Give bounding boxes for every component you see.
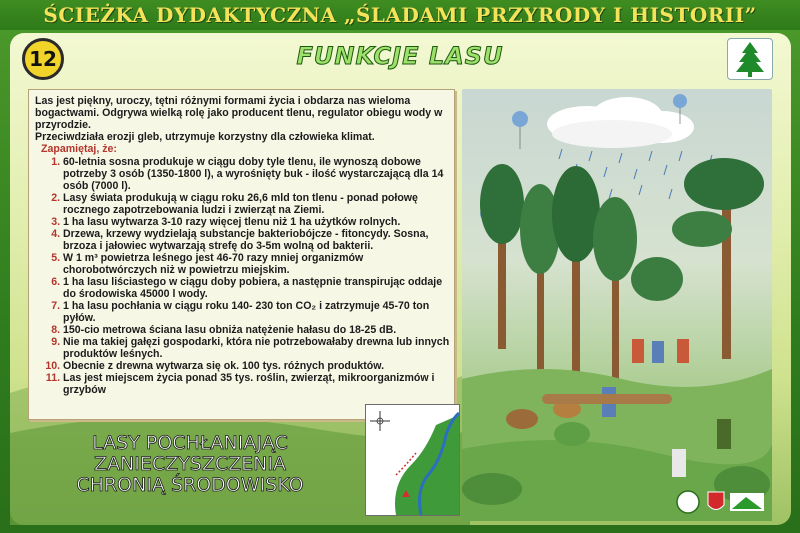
fact-item: 7. 1 ha lasu pochłania w ciągu roku 140- 230 ton CO₂ i zatrzymuje 45-70 ton pyłów. [63, 300, 450, 324]
forestry-logo-icon [677, 491, 699, 513]
info-text [35, 95, 450, 396]
trail-map [365, 404, 460, 516]
fact-item: 4. Drzewa, krzewy wydzielają substancje bakteriobójcze - fitoncydy. Sosna, brzoza i jałowiec wytwarzają strefę do 3-5m wolną od bakterii. [63, 228, 450, 252]
rain-cloud [547, 97, 694, 148]
slogan-line-2: ZANIECZYSZCZENIA [94, 453, 286, 475]
header-bar [0, 0, 800, 30]
slogan [30, 433, 350, 496]
forest-illustration [462, 89, 772, 521]
fact-item: 3. 1 ha lasu wytwarza 3-10 razy więcej tlenu niż 1 ha użytków rolnych. [63, 216, 450, 228]
facts-list [35, 156, 450, 396]
sponsor-logos [674, 489, 768, 515]
balloon [673, 94, 687, 108]
remember-heading: Zapamiętaj, że: [41, 143, 117, 155]
intro-paragraph-2: Przeciwdziała erozji gleb, utrzymuje korzystny dla człowieka klimat. [35, 131, 375, 143]
intro-paragraph-1: Las jest piękny, uroczy, tętni różnymi formami życia i obdarza nas wieloma bogactwami. Odgrywa wielką rolę jako producent tlenu, regulator obiegu wody w przyrodzie. [35, 95, 443, 131]
fact-item: 1. 60-letnia sosna produkuje w ciągu doby tyle tlenu, ile wynoszą dobowe potrzeby 3 osób (1350-1800 l), a wyrośnięty buk - ilość wystarczającą dla 14 osób (7000 l). [63, 156, 450, 192]
spruce-tree-icon [727, 38, 773, 80]
info-text-box [28, 89, 455, 420]
compass-rose-icon [370, 411, 390, 431]
fact-item: 11. Las jest miejscem życia ponad 35 tys. roślin, zwierząt, mikroorganizmów i grzybów [63, 372, 450, 396]
fact-item: 9. Nie ma takiej gałęzi gospodarki, która nie potrzebowałaby drewna lub innych produktów leśnych. [63, 336, 450, 360]
balloon [512, 111, 528, 127]
bush [554, 422, 590, 446]
board-number-badge: 12 [22, 38, 64, 80]
fact-item: 10. Obecnie z drewna wytwarza się ok. 100 tys. różnych produktów. [63, 360, 450, 372]
fact-item: 2. Lasy świata produkują w ciągu roku 26,6 mld ton tlenu - ponad połowę rocznego zapotrzebowania ludzi i zwierząt na Ziemi. [63, 192, 450, 216]
trail-title: ŚCIEŻKA DYDAKTYCZNA „ŚLADAMI PRZYRODY I HISTORII” [43, 3, 757, 27]
board-title: FUNKCJE LASU [296, 42, 504, 70]
fact-item: 8. 150-cio metrowa ściana lasu obniża natężenie hałasu do 18-25 dB. [63, 324, 450, 336]
slogan-line-3: CHRONIĄ ŚRODOWISKO [76, 474, 304, 496]
slogan-line-1: LASY POCHŁANIAJĄC [92, 432, 288, 454]
bush [462, 473, 522, 505]
coat-of-arms-icon [708, 492, 724, 510]
fact-item: 6. 1 ha lasu liściastego w ciągu doby pobiera, a następnie transpirując oddaje do środowiska 45000 l wody. [63, 276, 450, 300]
fact-item: 5. W 1 m³ powietrza leśnego jest 46-70 razy mniej organizmów chorobotwórczych niż w powietrzu miejskim. [63, 252, 450, 276]
forest-trees [480, 158, 764, 379]
